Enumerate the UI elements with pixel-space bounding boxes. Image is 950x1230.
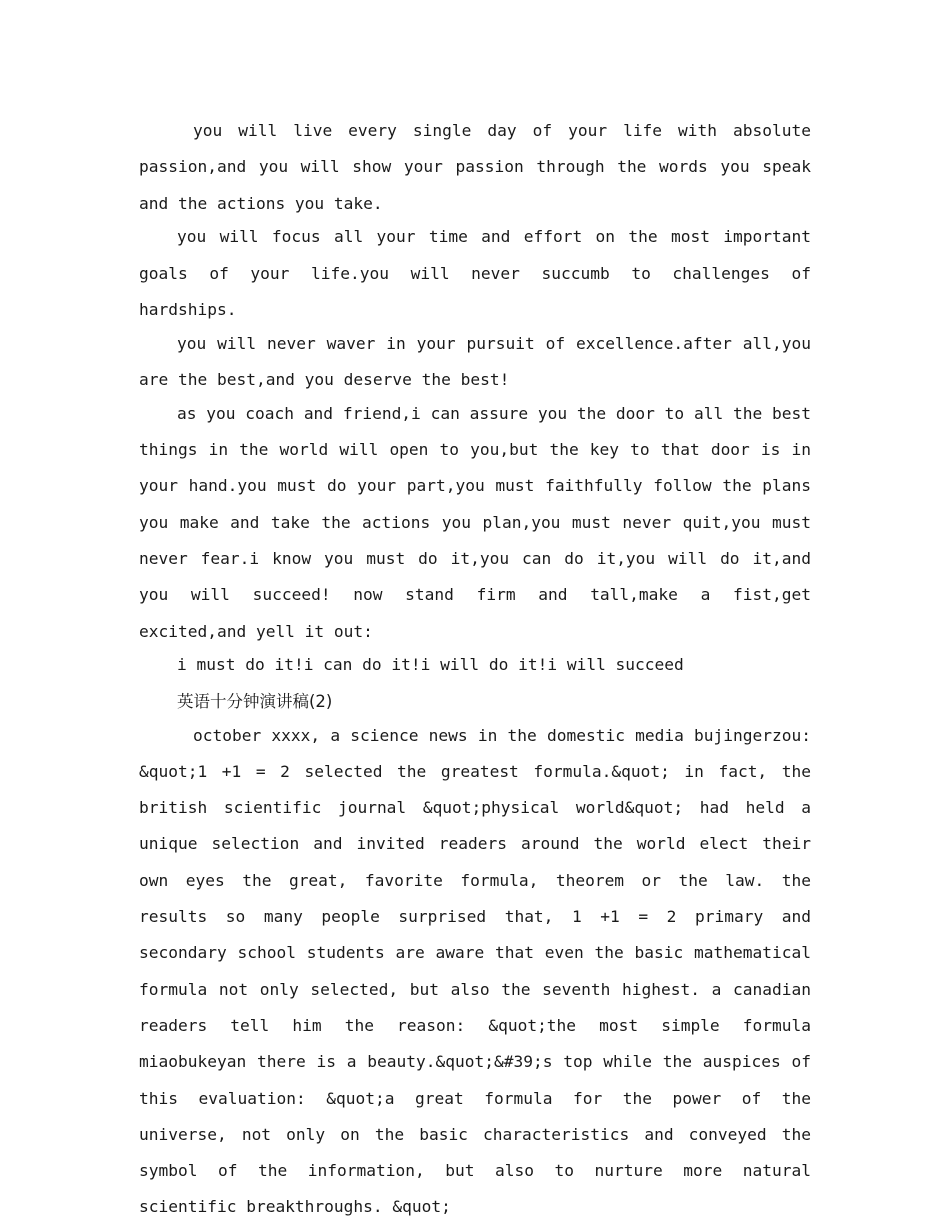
paragraph-formula: october xxxx, a science news in the domestic media bujingerzou: &quot;1 +1 = 2 selected the greatest formula.&quot; in fact, the british scientific journal &quot;physical world&quot; had held a unique selection and invited readers around the world elect their own eyes the great, favorite formula, theorem or the law. the results so many people surprised that, 1 +1 = 2 primary and secondary school students are aware that even the basic mathematical formula not only selected, but also the seventh highest. a canadian readers tell him the reason: &quot;the most simple formula miaobukeyan there is a beauty.&quot;&#39;s top while the auspices of this evaluation: &quot;a great formula for the power of the universe, not only on the basic characteristics and conveyed the symbol of the information, but also to nurture more natural scientific breakthroughs. &quot; [139, 725, 811, 1217]
paragraph-passion: you will live every single day of your life with absolute passion,and you will show your passion through the words you speak and the actions you take. [139, 121, 811, 213]
paragraph-excellence: you will never waver in your pursuit of excellence.after all,you are the best,and you deserve the best! [139, 333, 811, 390]
paragraph-focus: you will focus all your time and effort on the most important goals of your life.you will never succumb to challenges of hardships. [139, 227, 811, 319]
paragraph-succeed: i must do it!i can do it!i will do it!i will succeed [177, 655, 684, 675]
document-body [139, 113, 811, 1226]
paragraph-coach: as you coach and friend,i can assure you the door to all the best things in the world will open to you,but the key to that door is in your hand.you must do your part,you must faithfully follow the plans you make and take the actions you plan,you must never quit,you must never fear.i know you must do it,you can do it,you will do it,and you will succeed! now stand firm and tall,make a fist,get excited,and yell it out: [139, 403, 811, 641]
section-heading: 英语十分钟演讲稿(2) [177, 691, 333, 711]
